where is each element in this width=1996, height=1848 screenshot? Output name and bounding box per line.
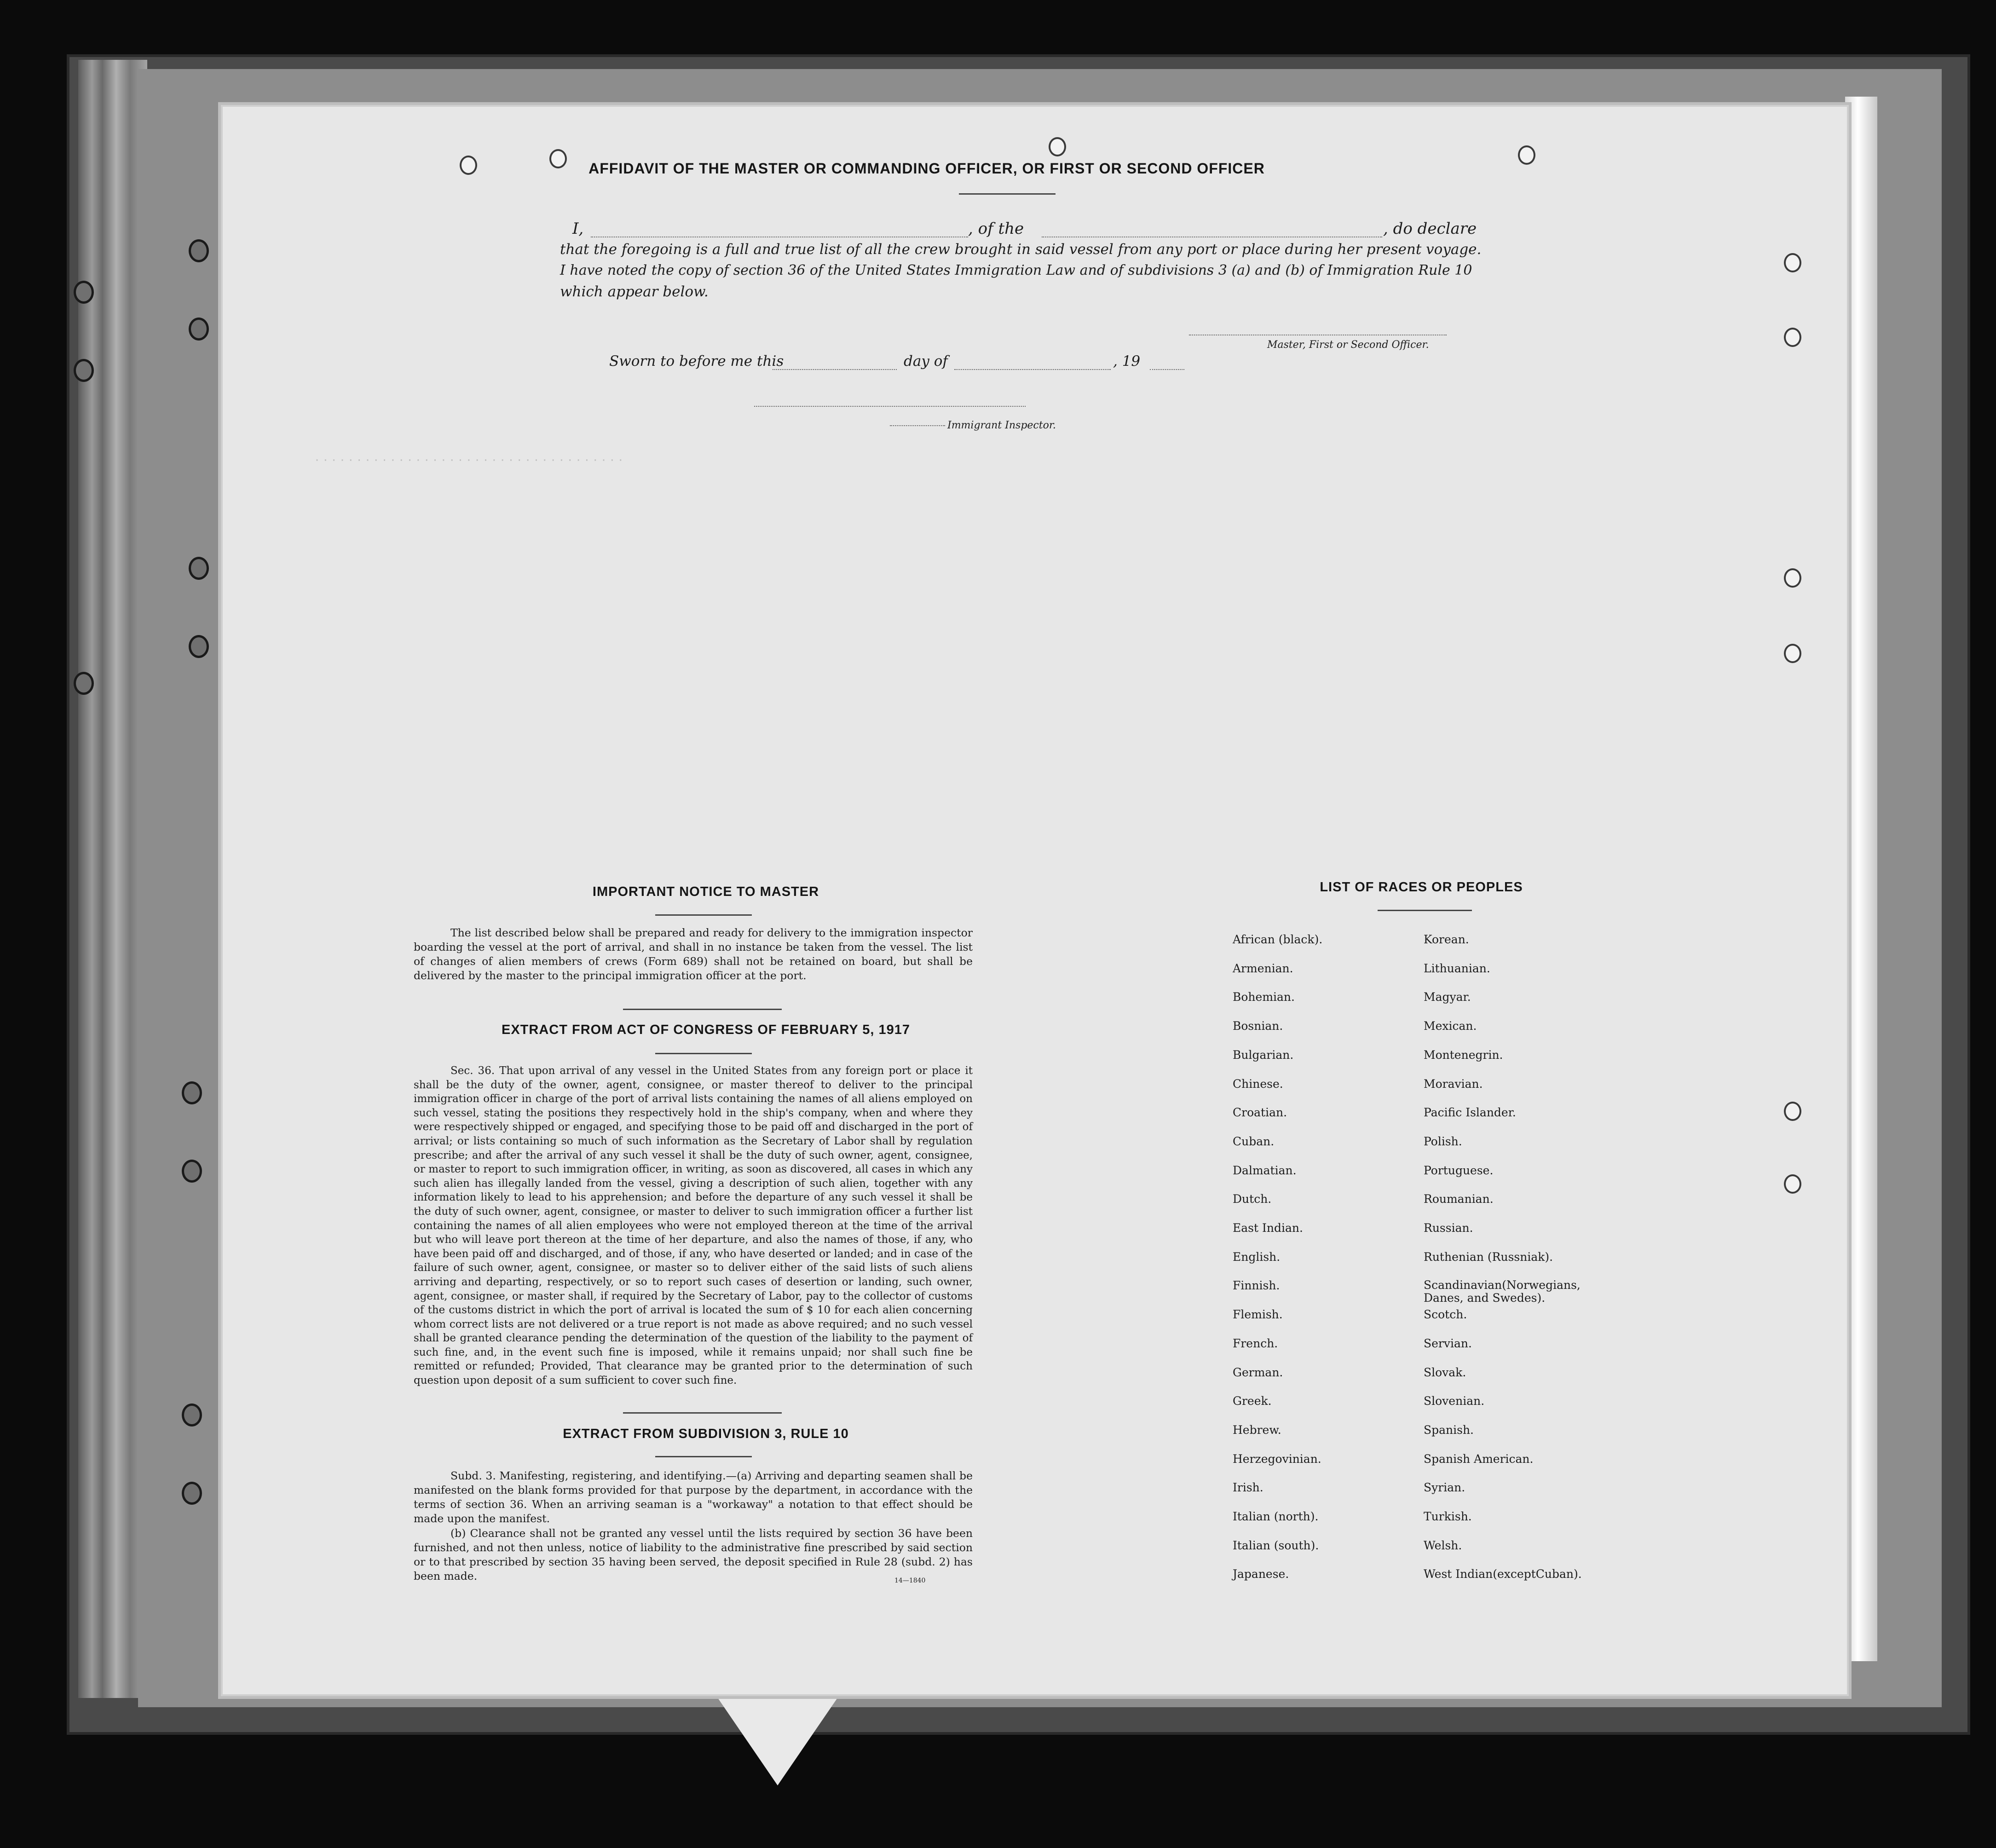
race-item: East Indian. — [1233, 1221, 1303, 1235]
race-item: French. — [1233, 1336, 1278, 1350]
punch-hole — [1784, 568, 1801, 588]
race-item: Spanish American. — [1424, 1452, 1534, 1466]
sworn-month-blank — [954, 369, 1111, 370]
binder-hole — [182, 1482, 202, 1505]
race-item: Moravian. — [1424, 1077, 1483, 1091]
section-rule — [623, 1412, 782, 1414]
notice-heading: IMPORTANT NOTICE TO MASTER — [592, 884, 819, 899]
race-item: Slovenian. — [1424, 1394, 1485, 1408]
bleed-through-text: · · · · · · · · · · · · · · · · · · · · · · · · · · · · · · · · · · · · · — [315, 452, 623, 467]
punch-hole — [1518, 145, 1535, 165]
affidavit-line1-mid: , of the — [968, 219, 1024, 238]
binder-hole — [74, 672, 94, 695]
rule-heading: EXTRACT FROM SUBDIVISION 3, RULE 10 — [563, 1426, 849, 1441]
notice-rule — [655, 914, 752, 916]
notice-text: The list described below shall be prepared and ready for delivery to the immigration inspector boarding the vessel at the port of arrival, and shall in no instance be taken from the vessel. The list of changes of alien members of crews (Form 689) shall not be retained on board, but shall be delivered by the master to the principal immigration officer at the port. — [414, 926, 973, 982]
race-item: Irish. — [1233, 1481, 1263, 1495]
race-item: Finnish. — [1233, 1279, 1280, 1293]
race-item: Syrian. — [1424, 1481, 1465, 1495]
section-rule — [623, 1009, 782, 1010]
binder-hole — [189, 318, 209, 341]
rule-text-b: (b) Clearance shall not be granted any vessel until the lists required by section 36 have been furnished, and not then unless, notice of liability to the administrative fine prescribed by said section or to that prescribed by section 35 having been served, the deposit specified in Rule 28 (subd. 2) has been made. — [414, 1527, 973, 1582]
signature-caption: Master, First or Second Officer. — [1267, 339, 1429, 351]
races-rule — [1378, 910, 1472, 911]
race-item: Montenegrin. — [1424, 1048, 1503, 1062]
binder-hole — [189, 635, 209, 658]
race-item: Dutch. — [1233, 1192, 1272, 1206]
act-rule — [655, 1053, 752, 1054]
binder-hole — [74, 281, 94, 304]
race-item: Mexican. — [1424, 1019, 1477, 1033]
race-item: Slovak. — [1424, 1365, 1466, 1379]
race-item: Welsh. — [1424, 1538, 1462, 1552]
race-item: Bosnian. — [1233, 1019, 1283, 1033]
race-item: Bohemian. — [1233, 990, 1295, 1004]
binder-hole — [182, 1403, 202, 1426]
race-item: Polish. — [1424, 1134, 1462, 1148]
race-item: Hebrew. — [1233, 1423, 1281, 1437]
inspector-blank — [754, 406, 1026, 407]
form-sheet — [221, 105, 1849, 1696]
race-item: Cuban. — [1233, 1134, 1275, 1148]
rule-rule — [655, 1456, 752, 1457]
races-heading: LIST OF RACES OR PEOPLES — [1320, 880, 1523, 895]
sworn-day-label: day of — [904, 353, 948, 370]
race-item: Scandinavian(Norwegians, Danes, and Swedes). — [1424, 1278, 1581, 1305]
punch-hole — [460, 156, 477, 175]
race-item: Portuguese. — [1424, 1163, 1494, 1177]
form-number: 14—1840 — [894, 1577, 926, 1584]
race-item: Italian (south). — [1233, 1538, 1319, 1552]
race-item: African (black). — [1233, 933, 1323, 946]
punch-hole — [1784, 1102, 1801, 1121]
race-item: Japanese. — [1233, 1567, 1289, 1581]
affidavit-line1-suffix: , do declare — [1383, 219, 1477, 238]
act-text: Sec. 36. That upon arrival of any vessel in the United States from any foreign port or place it shall be the duty of the owner, agent, consignee, or master thereof to deliver to the principal immigration officer in charge of the port of arrival lists containing the names of all aliens employed on such vessel, stating the positions they respectively hold in the ship's company, when and where they were respectively shipped or engaged, and specifying those to be paid off and discharged in the port of arrival; or lists containing so much of such information as the Secretary of Labor shall by regulation prescribe; and after the arrival of any such vessel it shall be the duty of such owner, agent, consignee, or master to report to such immigration officer, in writing, as soon as discovered, all cases in which any such alien has illegally landed from the vessel, giving a description of such alien, together with any information likely to lead to his apprehension; and before the departure of any such vessel it shall be the duty of such owner, agent, consignee, or master to deliver to such immigration officer a further list containing the names of all alien employees who were not employed thereon at the time of the arrival but who will leave port thereon at the time of her departure, and also the names of those, if any, who have been paid off and discharged, and of those, if any, who have deserted or landed; and in case of the failure of such owner, agent, consignee, or master so to deliver either of the said lists of such aliens arriving and departing, respectively, or so to report such cases of desertion or landing, such owner, agent, consignee, or master shall, if required by the Secretary of Labor, pay to the collector of customs of the customs district in which the port of arrival is located the sum of $ 10 for each alien concerning whom correct lists are not delivered or a true report is not made as above required; and no such vessel shall be granted clearance pending the determination of the question of the liability to the payment of such fine, and, in the event such fine is imposed, while it remains unpaid; nor shall such fine be remitted or refunded; Provided, That clearance may be granted prior to the determination of such question upon deposit of a sum sufficient to cover such fine. — [414, 1065, 973, 1387]
race-item: Russian. — [1424, 1221, 1473, 1235]
race-item: Pacific Islander. — [1424, 1106, 1516, 1120]
race-item: Ruthenian (Russniak). — [1424, 1250, 1553, 1264]
affidavit-line-4: which appear below. — [560, 283, 709, 300]
race-item: Magyar. — [1424, 990, 1471, 1004]
sheet-edge — [1845, 97, 1877, 1661]
affidavit-line-3: I have noted the copy of section 36 of the United States Immigration Law and of subdivisions 3 (a) and (b) of Immigration Rule 10 — [560, 262, 1472, 278]
race-item: Armenian. — [1233, 961, 1293, 975]
race-item: Flemish. — [1233, 1308, 1283, 1322]
race-item: West Indian(exceptCuban). — [1424, 1567, 1582, 1581]
race-item: Bulgarian. — [1233, 1048, 1294, 1062]
binder-hole — [189, 239, 209, 262]
title-rule — [959, 193, 1056, 195]
punch-hole — [1784, 644, 1801, 663]
affidavit-title: AFFIDAVIT OF THE MASTER OR COMMANDING OFFICER, OR FIRST OR SECOND OFFICER — [588, 160, 1265, 177]
race-item: Italian (north). — [1233, 1510, 1319, 1523]
binder-hole — [182, 1160, 202, 1183]
sworn-prefix: Sworn to before me this — [609, 353, 784, 370]
race-item: Scotch. — [1424, 1308, 1467, 1322]
binder-hole — [189, 557, 209, 580]
race-item: Turkish. — [1424, 1510, 1472, 1523]
race-item: German. — [1233, 1365, 1283, 1379]
race-item: Croatian. — [1233, 1106, 1287, 1120]
rule-text-a: Subd. 3. Manifesting, registering, and identifying.—(a) Arriving and departing seamen shall be manifested on the blank forms provided for that purpose by the department, in accordance with the terms of section 36. When an arriving seaman is a "workaway" a notation to that effect should be made upon the manifest. — [414, 1469, 973, 1525]
affidavit-line-1 — [572, 219, 583, 238]
race-item: Spanish. — [1424, 1423, 1474, 1437]
punch-hole — [1784, 328, 1801, 347]
binder-hole — [74, 359, 94, 382]
punch-hole — [1784, 1174, 1801, 1194]
act-heading: EXTRACT FROM ACT OF CONGRESS OF FEBRUARY 5, 1917 — [501, 1022, 911, 1037]
sworn-year: , 19 — [1113, 353, 1141, 370]
race-item: Lithuanian. — [1424, 961, 1490, 975]
race-item: Chinese. — [1233, 1077, 1283, 1091]
inspector-caption: Immigrant Inspector. — [947, 420, 1056, 431]
race-item: Herzegovinian. — [1233, 1452, 1321, 1466]
race-item: Roumanian. — [1424, 1192, 1494, 1206]
stacked-pages-left — [78, 60, 147, 1698]
race-item: Korean. — [1424, 933, 1469, 946]
punch-hole — [1784, 253, 1801, 272]
race-item: Dalmatian. — [1233, 1163, 1297, 1177]
inspector-lead — [890, 425, 945, 426]
binder-hole — [182, 1081, 202, 1104]
affidavit-line-2: that the foregoing is a full and true list of all the crew brought in said vessel from any port or place during her present voyage. — [560, 241, 1482, 258]
race-item: Servian. — [1424, 1336, 1472, 1350]
paper-tab — [718, 1698, 837, 1785]
sworn-year-blank — [1150, 369, 1184, 370]
affidavit-line1-prefix: I, — [572, 219, 584, 238]
sworn-day-blank — [773, 369, 897, 370]
punch-hole — [1049, 137, 1066, 156]
race-item: English. — [1233, 1250, 1281, 1264]
race-item: Greek. — [1233, 1394, 1272, 1408]
